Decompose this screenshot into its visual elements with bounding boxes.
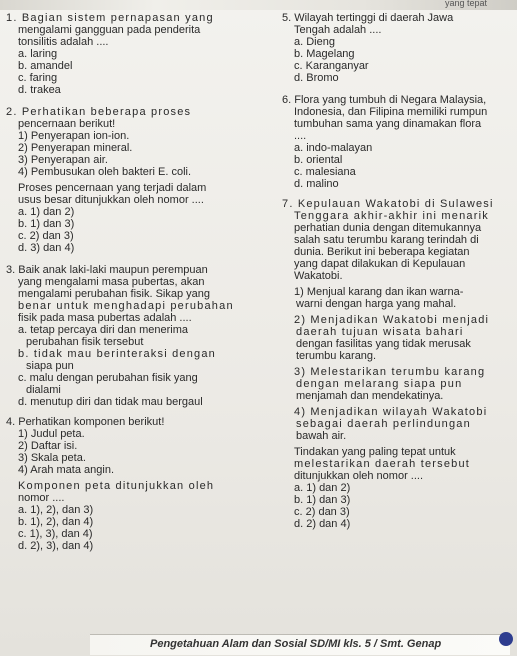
- q4-question: Komponen peta ditunjukkan oleh: [18, 480, 215, 492]
- question-3: [6, 264, 268, 408]
- q1-option-b[interactable]: b. amandel: [18, 60, 73, 72]
- q2-item: 3) Penyerapan air.: [18, 154, 108, 166]
- q7-line: Tenggara akhir-akhir ini menarik: [294, 210, 489, 222]
- question-5: [282, 12, 514, 84]
- q5-option-d[interactable]: d. Bromo: [294, 72, 339, 84]
- q6-line: tumbuhan sama yang dinamakan flora: [294, 118, 482, 130]
- q2-line: 2. Perhatikan beberapa proses: [6, 106, 192, 118]
- q7-line: perhatian dunia dengan ditemukannya: [294, 222, 482, 234]
- q2-line: pencernaan berikut!: [18, 118, 116, 130]
- q4-option-a[interactable]: a. 1), 2), dan 3): [18, 504, 94, 516]
- q7-item-4: 4) Menjadikan wilayah Wakatobi: [294, 406, 488, 418]
- footer-label: Pengetahuan Alam dan Sosial SD/MI kls. 5 / Smt. Genap: [150, 638, 442, 650]
- q6-option-c[interactable]: c. malesiana: [294, 166, 356, 178]
- q1-option-d[interactable]: d. trakea: [18, 84, 61, 96]
- q2-option-d[interactable]: d. 3) dan 4): [18, 242, 75, 254]
- q7-line: 7. Kepulauan Wakatobi di Sulawesi: [282, 198, 494, 210]
- q5-line: Tengah adalah ....: [294, 24, 382, 36]
- q7-question: melestarikan daerah tersebut: [294, 458, 471, 470]
- q7-line: yang dapat dilakukan di Kepulauan: [294, 258, 466, 270]
- q6-line: Indonesia, dan Filipina memiliki rumpun: [294, 106, 488, 118]
- q7-line: dunia. Berikut ini beberapa kegiatan: [294, 246, 470, 258]
- question-1: [6, 12, 268, 96]
- q3-line: yang mengalami masa pubertas, akan: [18, 276, 205, 288]
- q4-option-b[interactable]: b. 1), 2), dan 4): [18, 516, 94, 528]
- q4-option-d[interactable]: d. 2), 3), dan 4): [18, 540, 94, 552]
- q2-item: 1) Penyerapan ion-ion.: [18, 130, 130, 142]
- q1-line: 1. Bagian sistem pernapasan yang: [6, 12, 214, 24]
- q6-option-d[interactable]: d. malino: [294, 178, 339, 190]
- question-6: [282, 94, 514, 190]
- q2-item: 2) Penyerapan mineral.: [18, 142, 133, 154]
- q7-option-c[interactable]: c. 2) dan 3): [294, 506, 350, 518]
- q7-line: Wakatobi.: [294, 270, 343, 282]
- q4-line: 4. Perhatikan komponen berikut!: [6, 416, 165, 428]
- page-footer: [0, 630, 517, 656]
- question-4: [6, 416, 268, 552]
- q7-option-b[interactable]: b. 1) dan 3): [294, 494, 351, 506]
- q7-item-4-cont: bawah air.: [296, 430, 347, 442]
- q7-item-2: 2) Menjadikan Wakatobi menjadi: [294, 314, 490, 326]
- q7-item-3: 3) Melestarikan terumbu karang: [294, 366, 486, 378]
- q3-option-a[interactable]: a. tetap percaya diri dan menerima: [18, 324, 188, 336]
- q1-line: mengalami gangguan pada penderita: [18, 24, 201, 36]
- q3-option-b[interactable]: b. tidak mau berinteraksi dengan: [18, 348, 216, 360]
- q4-option-c[interactable]: c. 1), 3), dan 4): [18, 528, 93, 540]
- q1-option-c[interactable]: c. faring: [18, 72, 58, 84]
- q5-option-a[interactable]: a. Dieng: [294, 36, 335, 48]
- q2-question: Proses pencernaan yang terjadi dalam: [18, 182, 207, 194]
- header-snippet: yang tepat: [444, 0, 487, 8]
- q6-line: 6. Flora yang tumbuh di Negara Malaysia,: [282, 94, 487, 106]
- q3-option-c[interactable]: c. malu dengan perubahan fisik yang: [18, 372, 198, 384]
- q7-line: salah satu terumbu karang terindah di: [294, 234, 479, 246]
- q3-option-d[interactable]: d. menutup diri dan tidak mau bergaul: [18, 396, 203, 408]
- q6-option-a[interactable]: a. indo-malayan: [294, 142, 373, 154]
- q4-question: nomor ....: [18, 492, 65, 504]
- q7-option-d[interactable]: d. 2) dan 4): [294, 518, 351, 530]
- q3-line: 3. Baik anak laki-laki maupun perempuan: [6, 264, 208, 276]
- page-circle-icon: [499, 632, 513, 646]
- q3-line: mengalami perubahan fisik. Sikap yang: [18, 288, 211, 300]
- q7-item-4-cont: sebagai daerah perlindungan: [296, 418, 471, 430]
- q7-item-2-cont: daerah tujuan wisata bahari: [296, 326, 464, 338]
- q3-option-a-cont: perubahan fisik tersebut: [26, 336, 144, 348]
- q5-option-c[interactable]: c. Karanganyar: [294, 60, 369, 72]
- q1-line: tonsilitis adalah ....: [18, 36, 109, 48]
- q7-item-1-cont: warni dengan harga yang mahal.: [296, 298, 457, 310]
- q7-question: ditunjukkan oleh nomor ....: [294, 470, 424, 482]
- q2-option-a[interactable]: a. 1) dan 2): [18, 206, 75, 218]
- q2-item: 4) Pembusukan oleh bakteri E. coli.: [18, 166, 192, 178]
- q1-option-a[interactable]: a. laring: [18, 48, 58, 60]
- q7-item-3-cont: dengan melarang siapa pun: [296, 378, 463, 390]
- right-column: [282, 12, 514, 530]
- q3-line: fisik pada masa pubertas adalah ....: [18, 312, 192, 324]
- q3-option-b-cont: siapa pun: [26, 360, 74, 372]
- q3-line: benar untuk menghadapi perubahan: [18, 300, 234, 312]
- q3-option-c-cont: dialami: [26, 384, 61, 396]
- question-7: [282, 198, 514, 530]
- q7-option-a[interactable]: a. 1) dan 2): [294, 482, 351, 494]
- q7-item-3-cont: menjamah dan mendekatinya.: [296, 390, 444, 402]
- q5-option-b[interactable]: b. Magelang: [294, 48, 355, 60]
- q4-item: 1) Judul peta.: [18, 428, 85, 440]
- q7-item-2-cont: dengan fasilitas yang tidak merusak: [296, 338, 471, 350]
- top-strip: [0, 0, 517, 10]
- q2-question: usus besar ditunjukkan oleh nomor ....: [18, 194, 204, 206]
- question-2: [6, 106, 268, 254]
- left-column: [6, 12, 268, 552]
- q6-line: ....: [294, 130, 307, 142]
- q7-item-1: 1) Menjual karang dan ikan warna-: [294, 286, 464, 298]
- q7-item-2-cont: terumbu karang.: [296, 350, 377, 362]
- q7-question: Tindakan yang paling tepat untuk: [294, 446, 456, 458]
- q6-option-b[interactable]: b. oriental: [294, 154, 343, 166]
- q5-line: 5. Wilayah tertinggi di daerah Jawa: [282, 12, 454, 24]
- q2-option-c[interactable]: c. 2) dan 3): [18, 230, 74, 242]
- q4-item: 3) Skala peta.: [18, 452, 86, 464]
- q2-option-b[interactable]: b. 1) dan 3): [18, 218, 75, 230]
- q4-item: 4) Arah mata angin.: [18, 464, 115, 476]
- q4-item: 2) Daftar isi.: [18, 440, 78, 452]
